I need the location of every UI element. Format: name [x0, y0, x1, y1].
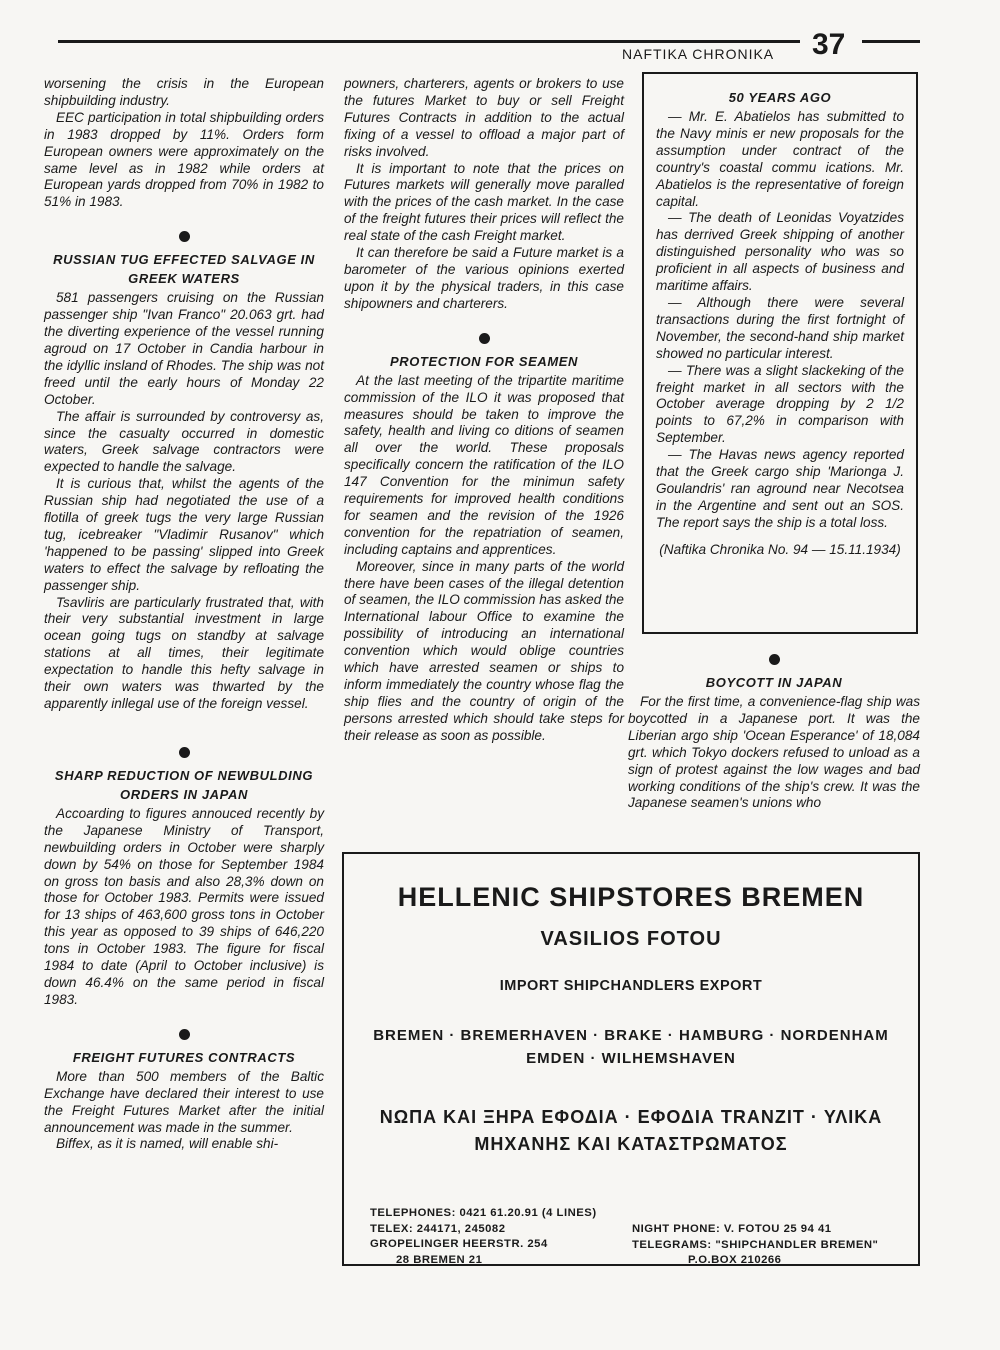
fifty-years-ago-box	[642, 72, 918, 634]
fifty-years-ago-content	[656, 88, 904, 559]
paragraph: worsening the crisis in the European shipbuilding industry.	[44, 76, 324, 108]
ad-company-name: HELLENIC SHIPSTORES BREMEN	[397, 882, 865, 912]
header-rule	[58, 40, 800, 43]
article-title-seamen: PROTECTION FOR SEAMEN	[389, 353, 579, 369]
paragraph: Tsavliris are particularly frustrated that, with their very substantial investment in large ocean going tugs on standby at salvage stations at all times, their legitimate expectation to handle this hefty salvage in their own waters was thwarted by the apparently inllegal use of the foreign vessel.	[44, 594, 324, 711]
header-rule-right	[862, 40, 920, 43]
paragraph: — Although there were several transactions during the first fortnight of November, the second-hand ship market showed no particular interest.	[656, 294, 904, 361]
boycott-article	[628, 648, 920, 812]
ad-greek-line-1: ΝΩΠΑ ΚΑΙ ΞΗΡΑ ΕΦΟΔΙΑ · ΕΦΟΔΙΑ TRANZIT · ΥΛΙΚΑ	[379, 1107, 883, 1127]
box-title: 50 YEARS AGO	[728, 90, 832, 105]
paragraph: More than 500 members of the Baltic Exchange have declared their interest to use the Freight Futures Market after the initial announcement was made in the summer.	[44, 1068, 324, 1135]
ad-night-phone: NIGHT PHONE: V. FOTOU 25 94 41	[632, 1223, 832, 1235]
ad-contact-right	[632, 1222, 878, 1269]
ad-greek-line-2: ΜΗΧΑΝΗΣ ΚΑΙ ΚΑΤΑΣΤΡΩΜΑΤΟΣ	[474, 1134, 788, 1154]
bullet-icon	[179, 1029, 190, 1040]
paragraph: For the first time, a convenience-flag ship was boycotted in a Japanese port. It was the Liberian argo ship 'Ocean Esperance' of 18,084 grt. which Tokyo dockers refused to unload as a sign of protest against the low wages and bad working conditions of the ship's crew. It was the Japanese seamen's unions who	[628, 694, 920, 811]
paragraph: It is curious that, whilst the agents of the Russian ship had negotiated the use of a flotilla of greek tugs the very large Russian tug, icebreaker "Vladimir Rusanov" which 'happened to be passing' slipped into Greek waters to effect the salvage by refloating the passenger ship.	[44, 476, 324, 593]
paragraph: — Mr. E. Abatielos has submitted to the Navy minis er new proposals for the assumption under contract of the country's coastal commu ications. Mr. Abatielos is the representative of foreign capital.	[656, 109, 904, 209]
paragraph: Biffex, as it is named, will enable shi-	[56, 1136, 279, 1152]
bullet-icon	[479, 333, 490, 344]
paragraph: Accoarding to figures annouced recently by the Japanese Ministry of Transport, newbuilding orders in October were sharply down by 54% on those for September 1984 on gross ton basis and also 28,3% down on those for October 1983. Permits were issued for 13 ships of 463,600 gross tons in October this year as opposed to 39 ships of 646,220 tons in October 1983. The figure for fiscal 1984 to date (April to October inclusive) is down 46.4% on the same period in fiscal 1983.	[44, 805, 324, 1007]
bullet-icon	[179, 231, 190, 242]
column-1	[44, 76, 324, 1153]
ad-street: GROPELINGER HEERSTR. 254	[370, 1238, 548, 1250]
ad-telegrams: TELEGRAMS: "SHIPCHANDLER BREMEN"	[632, 1238, 879, 1251]
advertisement	[342, 852, 920, 1266]
ad-pobox: P.O.BOX 210266	[688, 1254, 782, 1266]
article-title-boycott: BOYCOTT IN JAPAN	[705, 675, 843, 690]
source-citation: (Naftika Chronika No. 94 — 15.11.1934)	[659, 541, 901, 557]
ad-city: 28 BREMEN 21	[396, 1253, 483, 1266]
bullet-icon	[769, 654, 780, 665]
ad-ports-line-1: BREMEN · BREMERHAVEN · BRAKE · HAMBURG · NORDENHAM	[373, 1027, 889, 1044]
bullet-icon	[179, 747, 190, 758]
paragraph: It can therefore be said a Future market is a barometer of the various opinions exerted upon it by the physical traders, in this case shipowners and charterers.	[344, 245, 624, 311]
paragraph: At the last meeting of the tripartite maritime commission of the ILO it was proposed that measures should be taken to improve the safety, health and living co ditions of seamen all over the world. These proposals specifically concern the ratification of the ILO 147 Convention for the minimun safety requirements for improved health conditions for seamen and the revision of the 1926 convention for the repatriation of seamen, including captains and apprentices.	[344, 372, 624, 557]
ad-contact-left	[370, 1206, 597, 1268]
ad-greek-text	[344, 1104, 918, 1158]
paragraph: Moreover, since in many parts of the world there have been cases of the illegal detention of seamen, the ILO commission has asked the International labour Office to examine the possibility of introducing an international convention which would oblige countries which have arrested seamen or ships to inform immediately the country whose flag the ship flies and the country of origin of the persons arrested which should take steps for their release as soon as possible.	[344, 558, 624, 743]
paragraph: powners, charterers, agents or brokers to use the futures Market to buy or sell Freight Futures Contracts in addition to the actual fixing of a vessel to offload a major part of risks involved.	[344, 76, 624, 159]
paragraph: — The death of Leonidas Voyatzides has derrived Greek shipping of another distinguished personality who was so proficient in all aspects of business and maritime affairs.	[656, 210, 904, 294]
paragraph: EEC participation in total shipbuilding orders in 1983 dropped by 11%. Orders form European owners were approximately on the same level as in 1982 while orders at European yards dropped from 70% in 1982 to 51% in 1983.	[44, 109, 324, 210]
page-number: 37	[812, 28, 846, 61]
paragraph: — The Havas news agency reported that the Greek cargo ship 'Marionga J. Goulandris' ran aground near Necotsea in the Argentine and sent out an SOS. The report says the ship is a total loss.	[656, 447, 904, 530]
paragraph: The affair is surrounded by controversy as, since the casualty occurred in domestic waters, Greek salvage contractors were expected to handle the salvage.	[44, 408, 324, 475]
ad-owner-name: VASILIOS FOTOU	[540, 928, 722, 950]
magazine-name: NAFTIKA CHRONIKA	[622, 46, 775, 62]
column-2	[344, 76, 624, 745]
article-title-japan-orders: SHARP REDUCTION OF NEWBULDING ORDERS IN JAPAN	[54, 767, 314, 802]
article-title-freight-futures: FREIGHT FUTURES CONTRACTS	[72, 1049, 296, 1065]
ad-services: IMPORT SHIPCHANDLERS EXPORT	[499, 978, 763, 994]
ad-ports	[344, 1024, 918, 1070]
article-title-russian-tug: RUSSIAN TUG EFFECTED SALVAGE IN GREEK WATERS	[53, 252, 315, 287]
ad-telex: TELEX: 244171, 245082	[370, 1222, 506, 1235]
ad-ports-line-2: EMDEN · WILHEMSHAVEN	[526, 1050, 736, 1067]
ad-telephones: TELEPHONES: 0421 61.20.91 (4 LINES)	[370, 1207, 597, 1219]
paragraph: 581 passengers cruising on the Russian passenger ship "Ivan Franco" 20.063 grt. had the diverting experience of the vessel running agroud on 17 October in Candia harbour in the idyllic insland of Rhodes. The ship was not freed until the early hours of Monday 22 October.	[44, 290, 324, 407]
paragraph: It is important to note that the prices on Futures markets will generally move paralled with the prices of the cash market. In the case of the freight futures their prices will reflect the real state of the cash Freight market.	[344, 160, 624, 244]
paragraph: — There was a slight slackeking of the freight market in all sectors with the October average dropping by 2 1/2 points to 67,2% in comparison with September.	[656, 362, 904, 446]
